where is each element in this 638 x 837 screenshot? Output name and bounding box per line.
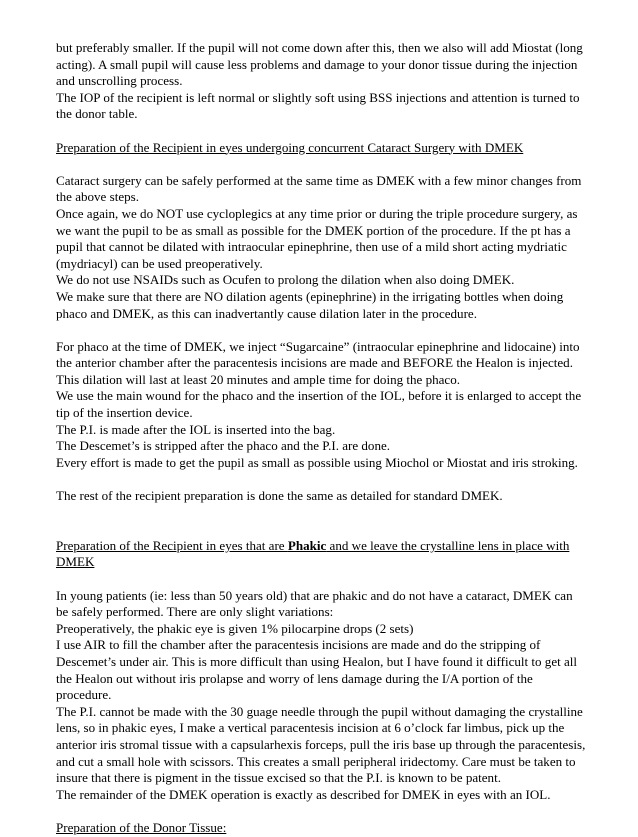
cataract-paragraph-8: The Descemet’s is stripped after the phaco and the P.I. are done. bbox=[56, 438, 391, 454]
spacer bbox=[56, 471, 588, 488]
cataract-paragraph-4: We make sure that there are NO dilation agents (epinephrine) in the irrigating bottles when doing phaco and DMEK, as this can inadvertantly cause dilation later in the procedure. bbox=[56, 288, 564, 321]
spacer bbox=[56, 803, 588, 820]
cataract-paragraph-3: We do not use NSAIDs such as Ocufen to prolong the dilation when also doing DMEK. bbox=[56, 272, 515, 288]
spacer bbox=[56, 322, 588, 339]
phakic-paragraph-3: I use AIR to fill the chamber after the paracentesis incisions are made and do the stripping of Descemet’s under air. This is more difficult than using Healon, but I have found it difficult to get all the Healon out without iris prolapse and worry of lens damage during the I/A portion of the procedure. bbox=[56, 637, 578, 703]
document-page bbox=[56, 40, 588, 837]
cataract-paragraph-2: Once again, we do NOT use cycloplegics at any time prior or during the triple procedure surgery, as we want the pupil to be as small as possible for the DMEK portion of the procedure. If the pt has a pupil that cannot be dilated with intraocular epinephrine, then use of a mild short acting mydriatic (mydriacyl) can be used preoperatively. bbox=[56, 205, 578, 271]
phakic-heading-pre: Preparation of the Recipient in eyes that are bbox=[56, 537, 288, 553]
spacer bbox=[56, 571, 588, 588]
intro-paragraph-2: The IOP of the recipient is left normal or slightly soft using BSS injections and attention is turned to the donor table. bbox=[56, 89, 580, 122]
spacer bbox=[56, 156, 588, 173]
phakic-heading-bold: Phakic bbox=[287, 537, 327, 553]
phakic-paragraph-1: In young patients (ie: less than 50 years old) that are phakic and do not have a cataract, DMEK can be safely performed. There are only slight variations: bbox=[56, 587, 573, 620]
cataract-paragraph-5: For phaco at the time of DMEK, we inject “Sugarcaine” (intraocular epinephrine and lidocaine) into the anterior chamber after the paracentesis incisions are made and BEFORE the Healon is injected. This dilation will last at least 20 minutes and ample time for doing the phaco. bbox=[56, 338, 580, 387]
cataract-section-heading: Preparation of the Recipient in eyes undergoing concurrent Cataract Surgery with DMEK bbox=[56, 139, 524, 155]
phakic-paragraph-2: Preoperatively, the phakic eye is given 1% pilocarpine drops (2 sets) bbox=[56, 620, 414, 636]
cataract-paragraph-10: The rest of the recipient preparation is done the same as detailed for standard DMEK. bbox=[56, 488, 503, 504]
cataract-paragraph-6: We use the main wound for the phaco and the insertion of the IOL, before it is enlarged to accept the tip of the insertion device. bbox=[56, 388, 582, 421]
phakic-section-heading bbox=[56, 538, 588, 571]
cataract-paragraph-7: The P.I. is made after the IOL is inserted into the bag. bbox=[56, 421, 336, 437]
donor-section-heading: Preparation of the Donor Tissue: bbox=[56, 819, 227, 835]
cataract-paragraph-1: Cataract surgery can be safely performed at the same time as DMEK with a few minor changes from the above steps. bbox=[56, 172, 582, 205]
phakic-paragraph-5: The remainder of the DMEK operation is exactly as described for DMEK in eyes with an IOL. bbox=[56, 786, 551, 802]
phakic-heading-post: and we leave the crystalline lens in place with DMEK bbox=[56, 537, 570, 570]
spacer bbox=[56, 505, 588, 538]
intro-paragraph-1: but preferably smaller. If the pupil will not come down after this, then we also will add Miostat (long acting). A small pupil will cause less problems and damage to your donor tissue during the injection and unscrolling process. bbox=[56, 40, 583, 89]
phakic-paragraph-4: The P.I. cannot be made with the 30 guage needle through the pupil without damaging the crystalline lens, so in phakic eyes, I make a vertical paracentesis incision at 6 o’clock far limbus, pick up the anterior iris stromal tissue with a capsularhexis forceps, pull the iris base up through the paracentesis, and cut a small hole with scissors. This creates a small peripheral iridectomy. Care must be taken to insure that there is pigment in the tissue excised so that the P.I. is known to be patent. bbox=[56, 703, 586, 786]
cataract-paragraph-9: Every effort is made to get the pupil as small as possible using Miochol or Miostat and iris stroking. bbox=[56, 454, 578, 470]
spacer bbox=[56, 123, 588, 140]
